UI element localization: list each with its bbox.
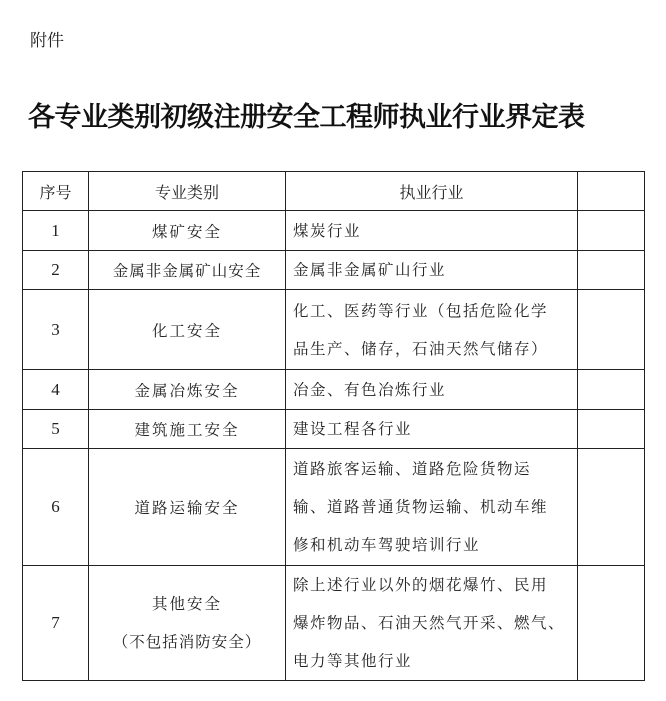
row-number: 6 <box>23 449 89 566</box>
table-row <box>23 370 645 410</box>
row-category: 建筑施工安全 <box>89 410 286 449</box>
category-note: （不包括消防安全） <box>112 633 262 651</box>
industry-line: 输、道路普通货物运输、机动车维 <box>293 498 549 516</box>
industry-line: 煤炭行业 <box>293 221 362 240</box>
industry-line: 品生产、储存，石油天然气储存） <box>293 339 549 358</box>
row-category <box>89 566 286 681</box>
row-category: 金属冶炼安全 <box>89 370 286 410</box>
row-industry <box>286 211 578 251</box>
document-title: 各专业类别初级注册安全工程师执业行业界定表 <box>28 102 585 133</box>
row-blank-cell <box>578 290 645 370</box>
industry-line: 除上述行业以外的烟花爆竹、民用 <box>293 576 549 594</box>
table-header-row <box>23 172 645 211</box>
industry-line: 爆炸物品、石油天然气开采、燃气、 <box>293 614 566 632</box>
row-industry <box>286 251 578 290</box>
category-name: 其他安全 <box>151 595 222 613</box>
row-blank-cell <box>578 410 645 449</box>
row-industry <box>286 410 578 449</box>
table-row <box>23 410 645 449</box>
row-number: 1 <box>23 211 89 251</box>
industry-line: 道路旅客运输、道路危险货物运 <box>293 460 532 478</box>
row-blank-cell <box>578 566 645 681</box>
row-blank-cell <box>578 370 645 410</box>
industry-line: 冶金、有色冶炼行业 <box>293 380 447 399</box>
row-number: 4 <box>23 370 89 410</box>
header-blank <box>578 172 645 211</box>
industry-line: 化工、医药等行业（包括危险化学 <box>293 301 549 320</box>
row-industry <box>286 370 578 410</box>
attachment-label: 附件 <box>30 31 64 51</box>
table-row <box>23 251 645 290</box>
row-category: 金属非金属矿山安全 <box>89 251 286 290</box>
table-row <box>23 211 645 251</box>
row-category: 道路运输安全 <box>89 449 286 566</box>
row-industry <box>286 449 578 566</box>
row-industry <box>286 566 578 681</box>
row-category: 煤矿安全 <box>89 211 286 251</box>
row-category: 化工安全 <box>89 290 286 370</box>
industry-line: 建设工程各行业 <box>293 420 413 438</box>
industry-definition-table <box>22 171 645 681</box>
row-industry <box>286 290 578 370</box>
row-blank-cell <box>578 211 645 251</box>
table-row <box>23 290 645 370</box>
header-category: 专业类别 <box>89 172 286 211</box>
row-number: 5 <box>23 410 89 449</box>
row-number: 7 <box>23 566 89 681</box>
header-industry: 执业行业 <box>286 172 578 211</box>
row-number: 2 <box>23 251 89 290</box>
header-serial-number: 序号 <box>23 172 89 211</box>
industry-line: 修和机动车驾驶培训行业 <box>293 536 481 554</box>
table-row <box>23 566 645 681</box>
industry-line: 电力等其他行业 <box>293 652 413 670</box>
row-blank-cell <box>578 449 645 566</box>
row-number: 3 <box>23 290 89 370</box>
row-blank-cell <box>578 251 645 290</box>
table-row <box>23 449 645 566</box>
industry-line: 金属非金属矿山行业 <box>293 261 447 279</box>
